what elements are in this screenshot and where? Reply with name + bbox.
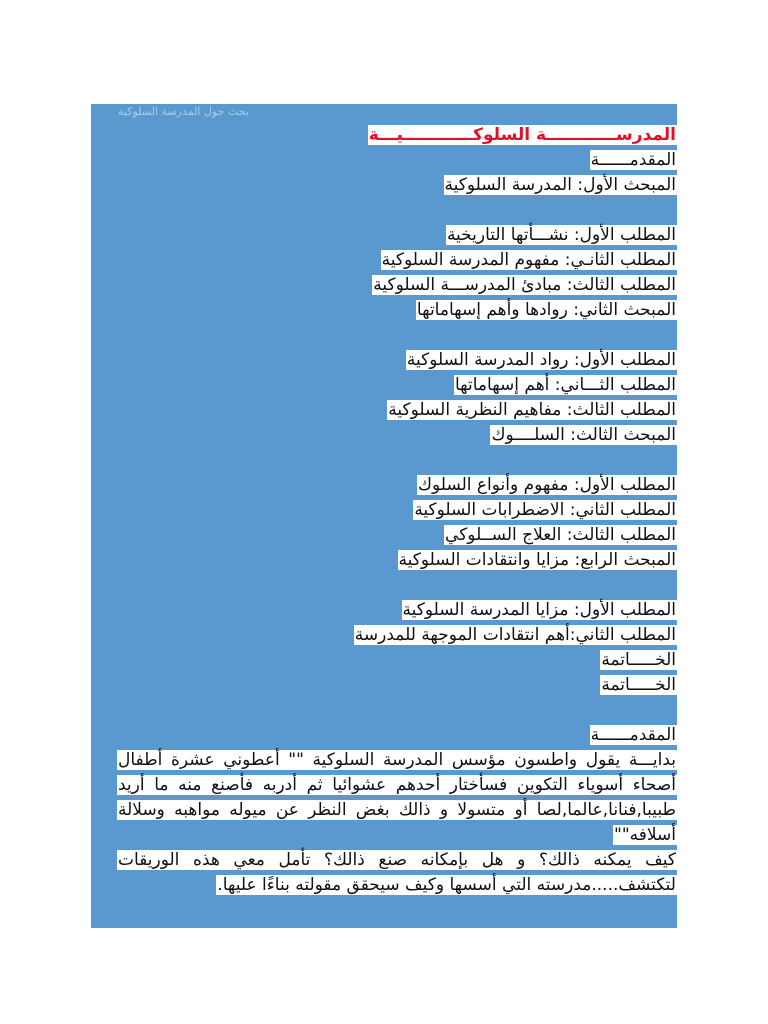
document-title-line [91, 123, 677, 148]
toc-line [91, 473, 677, 498]
toc-item: المطلب الأول: رواد المدرسة السلوكية [406, 350, 676, 370]
toc-spacer [91, 573, 677, 598]
toc-line [91, 423, 677, 448]
toc-spacer [91, 448, 677, 473]
toc-line [91, 273, 677, 298]
toc-item: المبحث الثاني: روادها وأهم إسهاماتها [416, 300, 676, 320]
toc-line [91, 623, 677, 648]
intro-paragraph-block [117, 748, 677, 848]
toc-line [91, 548, 677, 573]
intro-heading-line [91, 723, 677, 748]
closing-paragraph: كيف يمكنه ذالك؟ و هل بإمكانه صنع ذالك؟ تأمل معي هذه الوريقات لتكتشف.....مدرسته التي أسسها وكيف سيحقق مقولته بناءًا عليها. [118, 850, 676, 895]
document-content [91, 123, 677, 898]
intro-heading: المقدمــــــة [590, 725, 676, 745]
toc-item: المطلب الثـــاني: أهم إسهاماتها [454, 375, 676, 395]
toc-line [91, 673, 677, 698]
toc-item: المطلب الثاني: الاضطرابات السلوكية [414, 500, 676, 520]
toc-spacer [91, 698, 677, 723]
document-title: المدرســــــــــــة السلوكــــــــــــيـــة [368, 125, 676, 145]
toc-line [91, 148, 677, 173]
toc-item: المقدمــــــة [590, 150, 676, 170]
toc-line [91, 348, 677, 373]
header-note: بحث حول المدرسة السلوكية [118, 105, 249, 118]
toc-item: المبحث الأول: المدرسة السلوكية [444, 175, 676, 195]
toc-line [91, 398, 677, 423]
toc-line [91, 248, 677, 273]
toc-item: المطلب الثالث: مفاهيم النظرية السلوكية [388, 400, 676, 420]
toc-line [91, 598, 677, 623]
toc-line [91, 173, 677, 198]
toc-spacer [91, 323, 677, 348]
intro-paragraph: بدايـــة يقول واطسون مؤسس المدرسة السلوكية "" أعطوني عشرة أطفال أصحاء أسوياء التكوين فسأختار أحدهم عشوائيا ثم أدربه فأصنع منه ما أريد طبيبا,فنانا,عالما,لصا أو متسولا و ذالك بغض النظر عن ميوله مواهبه وسلالة أسلافه"" [118, 750, 676, 845]
toc-item: المطلب الثانـي: مفهوم المدرسة السلوكية [381, 250, 676, 270]
toc-item: المبحث الثالث: السلــــوك [491, 425, 676, 445]
toc-line [91, 298, 677, 323]
toc-line [91, 223, 677, 248]
toc-item: المطلب الثالث: مبادئ المدرســـة السلوكية [373, 275, 676, 295]
toc-line [91, 648, 677, 673]
toc-item: المطلب الثالث: العلاج الســلوكي [445, 525, 676, 545]
toc-line [91, 373, 677, 398]
toc-item: المطلب الأول: نشـــأتها التاريخية [446, 225, 676, 245]
toc-item: المطلب الثاني:أهم انتقادات الموجهة للمدرسة [354, 625, 676, 645]
toc-item: المطلب الأول: مفهوم وأنواع السلوك [418, 475, 676, 495]
toc-item: المطلب الأول: مزايا المدرسة السلوكية [402, 600, 676, 620]
toc-line [91, 523, 677, 548]
toc-item: المبحث الرابع: مزايا وانتقادات السلوكية [398, 550, 676, 570]
toc-spacer [91, 198, 677, 223]
closing-paragraph-block [117, 848, 677, 898]
toc-line [91, 498, 677, 523]
toc-item: الخـــــاتمة [601, 650, 676, 670]
toc-item: الخـــــاتمة [601, 675, 676, 695]
